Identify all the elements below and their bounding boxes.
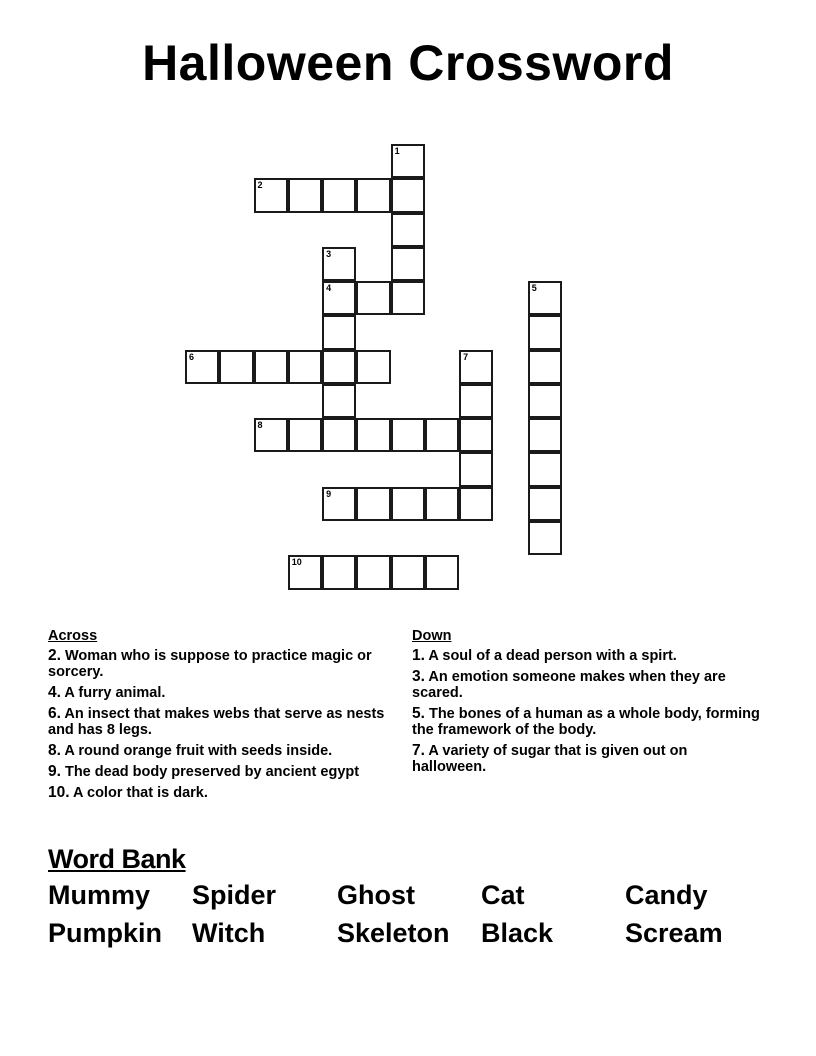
word-bank-item: Pumpkin <box>48 918 163 948</box>
crossword-cell[interactable] <box>288 178 322 212</box>
crossword-cell[interactable] <box>288 555 322 589</box>
crossword-cell[interactable] <box>322 281 356 315</box>
page-title: Halloween Crossword <box>142 35 674 91</box>
crossword-cell[interactable] <box>528 384 562 418</box>
word-bank-item: Scream <box>625 918 723 948</box>
crossword-cell[interactable] <box>528 521 562 555</box>
clue-number: 2 <box>257 180 263 191</box>
word-bank-item: Spider <box>192 880 277 910</box>
crossword-cell[interactable] <box>391 213 425 247</box>
clue-number: 9 <box>326 488 332 499</box>
down-clues <box>412 628 762 780</box>
word-bank-item: Witch <box>192 918 266 948</box>
crossword-cell[interactable] <box>391 487 425 521</box>
crossword-cell[interactable] <box>322 384 356 418</box>
word-bank-item: Ghost <box>337 880 415 910</box>
crossword-cell[interactable] <box>528 418 562 452</box>
clue-down-1: 1. A soul of a dead person with a spirt. <box>412 647 677 664</box>
crossword-cell[interactable] <box>528 315 562 349</box>
clue-number: 5 <box>531 283 537 294</box>
crossword-cell[interactable] <box>322 178 356 212</box>
crossword-cell[interactable] <box>459 384 493 418</box>
crossword-cell[interactable] <box>322 247 356 281</box>
crossword-cell[interactable] <box>322 487 356 521</box>
word-bank-item: Cat <box>481 880 525 910</box>
crossword-cell[interactable] <box>356 350 390 384</box>
word-bank-row <box>48 880 768 918</box>
clue-number: 7 <box>463 351 469 362</box>
clue-down-5: 5. The bones of a human as a whole body, forming the framework of the body. <box>412 705 760 738</box>
crossword-cell[interactable] <box>356 281 390 315</box>
clue-down-3: 3. An emotion someone makes when they are scared. <box>412 668 726 701</box>
word-bank-item: Mummy <box>48 880 151 910</box>
crossword-cell[interactable] <box>391 281 425 315</box>
clue-across-4: 4. A furry animal. <box>48 684 166 701</box>
crossword-cell[interactable] <box>391 178 425 212</box>
clue-number: 4 <box>326 283 332 294</box>
crossword-cell[interactable] <box>528 350 562 384</box>
crossword-cell[interactable] <box>391 247 425 281</box>
crossword-cell[interactable] <box>254 350 288 384</box>
word-bank-item: Candy <box>625 880 708 910</box>
word-bank <box>48 880 768 956</box>
crossword-cell[interactable] <box>459 418 493 452</box>
crossword-cell[interactable] <box>528 487 562 521</box>
crossword-cell[interactable] <box>322 555 356 589</box>
clue-number: 1 <box>394 146 400 156</box>
word-bank-row <box>48 918 768 956</box>
crossword-cell[interactable] <box>288 350 322 384</box>
clue-number: 10 <box>291 557 302 568</box>
crossword-cell[interactable] <box>219 350 253 384</box>
crossword-cell[interactable] <box>391 418 425 452</box>
across-clues <box>48 628 398 806</box>
clue-across-9: 9. The dead body preserved by ancient egypt <box>48 763 360 780</box>
clue-number: 8 <box>257 420 263 431</box>
word-bank-item: Black <box>481 918 554 948</box>
word-bank-item: Skeleton <box>337 918 450 948</box>
crossword-cell[interactable] <box>322 350 356 384</box>
crossword-cell[interactable] <box>425 418 459 452</box>
crossword-cell[interactable] <box>322 418 356 452</box>
clue-across-8: 8. A round orange fruit with seeds inside. <box>48 742 333 759</box>
crossword-cell[interactable] <box>254 418 288 452</box>
clue-number: 6 <box>189 351 195 362</box>
clue-number: 3 <box>326 248 332 259</box>
crossword-cell[interactable] <box>356 555 390 589</box>
across-heading: Across <box>48 628 98 644</box>
crossword-cell[interactable] <box>185 350 219 384</box>
crossword-cell[interactable] <box>459 452 493 486</box>
word-bank-heading: Word Bank <box>48 844 186 874</box>
clue-down-7: 7. A variety of sugar that is given out on halloween. <box>412 742 688 775</box>
clue-across-2: 2. Woman who is suppose to practice magic or sorcery. <box>48 647 372 680</box>
clue-across-6: 6. An insect that makes webs that serve as nests and has 8 legs. <box>48 705 385 738</box>
crossword-cell[interactable] <box>391 144 425 178</box>
crossword-cell[interactable] <box>425 487 459 521</box>
crossword-cell[interactable] <box>425 555 459 589</box>
crossword-cell[interactable] <box>322 315 356 349</box>
crossword-cell[interactable] <box>288 418 322 452</box>
crossword-cell[interactable] <box>459 487 493 521</box>
crossword-cell[interactable] <box>391 555 425 589</box>
crossword-cell[interactable] <box>356 178 390 212</box>
crossword-cell[interactable] <box>528 452 562 486</box>
clue-across-10: 10. A color that is dark. <box>48 784 208 801</box>
down-heading: Down <box>412 628 452 644</box>
crossword-cell[interactable] <box>356 487 390 521</box>
crossword-cell[interactable] <box>528 281 562 315</box>
crossword-cell[interactable] <box>459 350 493 384</box>
crossword-cell[interactable] <box>254 178 288 212</box>
crossword-cell[interactable] <box>356 418 390 452</box>
